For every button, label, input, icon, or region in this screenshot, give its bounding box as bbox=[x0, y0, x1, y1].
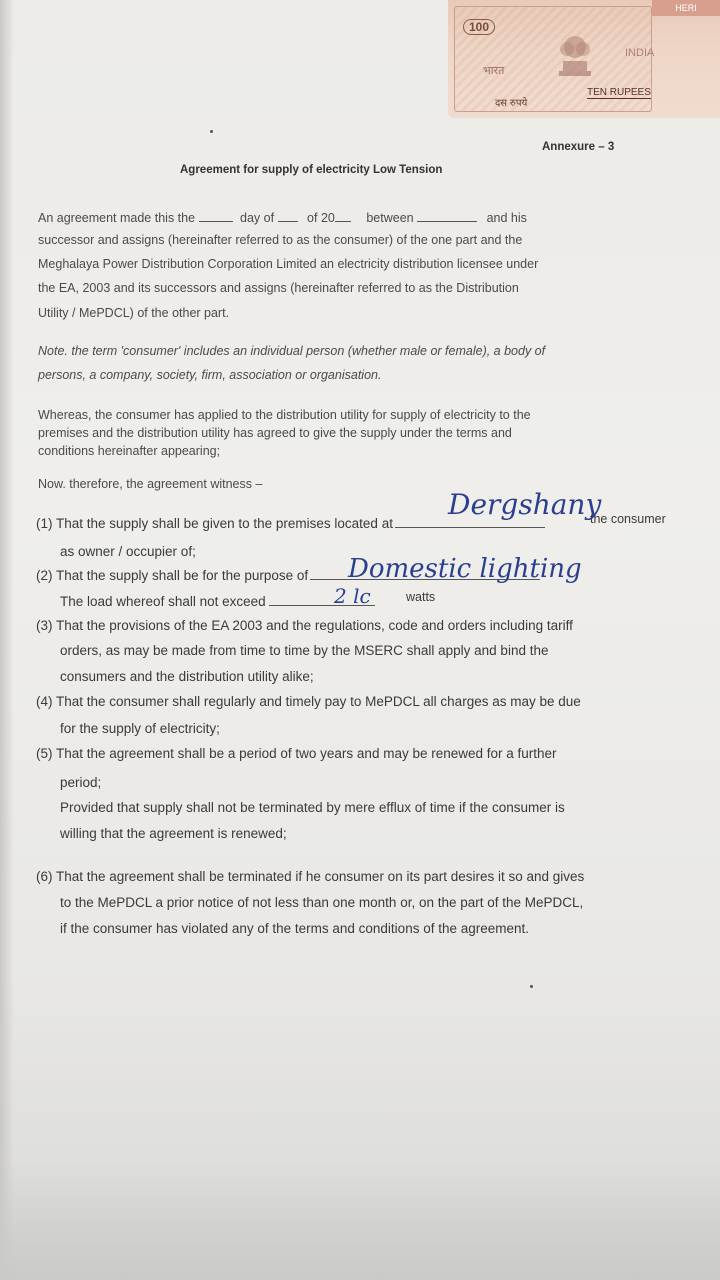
annexure-label: Annexure – 3 bbox=[542, 141, 615, 153]
clause-3-line-3: consumers and the distribution utility alike; bbox=[60, 669, 314, 684]
clause-1-line-2: as owner / occupier of; bbox=[60, 544, 196, 559]
clause-text: The load whereof shall not exceed bbox=[60, 594, 266, 609]
note-line-2: persons, a company, society, firm, association or organisation. bbox=[38, 368, 382, 382]
stamp-corner-label: HERI bbox=[652, 0, 720, 16]
clause-6-line-3: if the consumer has violated any of the terms and conditions of the agreement. bbox=[60, 921, 530, 936]
note-line-1: Note. the term 'consumer' includes an individual person (whether male or female), a body of bbox=[38, 344, 546, 358]
blank-field bbox=[335, 210, 351, 222]
stamp-india-text: INDIA bbox=[625, 47, 655, 59]
whereas-line-1: Whereas, the consumer has applied to the distribution utility for supply of electricity to the bbox=[38, 408, 531, 422]
clause-3-line-1: (3) That the provisions of the EA 2003 and the regulations, code and orders including tariff bbox=[36, 618, 573, 633]
clause-5-line-2: period; bbox=[60, 775, 102, 790]
clause-4-line-1: (4) That the consumer shall regularly and timely pay to MePDCL all charges as may be due bbox=[36, 694, 581, 709]
intro-line-3: Meghalaya Power Distribution Corporation Limited an electricity distribution licensee under bbox=[38, 257, 539, 271]
clause-text: (2) That the supply shall be for the purpose of bbox=[36, 568, 309, 583]
speck bbox=[210, 130, 213, 133]
page-bottom-shadow bbox=[0, 1160, 720, 1280]
speck bbox=[530, 985, 533, 988]
handwritten-location: Dergshany bbox=[448, 488, 602, 521]
clause-2-watts: watts bbox=[406, 590, 436, 604]
document-title: Agreement for supply of electricity Low Tension bbox=[180, 164, 443, 176]
clause-2-line-2 bbox=[60, 594, 375, 609]
whereas-line-2: premises and the distribution utility has agreed to give the supply under the terms and bbox=[38, 426, 512, 440]
revenue-stamp bbox=[448, 0, 720, 118]
intro-line-5: Utility / MePDCL) of the other part. bbox=[38, 306, 230, 320]
intro-line-1 bbox=[38, 210, 527, 226]
ashoka-emblem-icon bbox=[545, 21, 605, 91]
clause-1-consumer: the consumer bbox=[590, 512, 666, 526]
clause-3-line-2: orders, as may be made from time to time by the MSERC shall apply and bind the bbox=[60, 643, 549, 658]
page-shadow bbox=[0, 0, 14, 1280]
blank-field bbox=[199, 210, 233, 222]
clause-5-line-4: willing that the agreement is renewed; bbox=[60, 826, 287, 841]
clause-text: (1) That the supply shall be given to the premises located at bbox=[36, 516, 393, 531]
intro-text: of 20 bbox=[307, 211, 335, 225]
clause-4-line-2: for the supply of electricity; bbox=[60, 721, 220, 736]
handwritten-purpose: Domestic lighting bbox=[348, 554, 582, 584]
stamp-hindi-value: दस रुपये bbox=[495, 98, 528, 109]
stamp-denomination: 100 bbox=[463, 19, 495, 35]
witness-line: Now. therefore, the agreement witness – bbox=[38, 477, 263, 491]
stamp-frame bbox=[454, 6, 655, 112]
blank-field bbox=[278, 210, 298, 222]
stamp-bharat-text: भारत bbox=[483, 65, 505, 77]
clause-6-line-2: to the MePDCL a prior notice of not less than one month or, on the part of the MePDCL, bbox=[60, 895, 584, 910]
clause-5-line-1: (5) That the agreement shall be a period of two years and may be renewed for a further bbox=[36, 746, 557, 761]
intro-text: between bbox=[366, 211, 414, 225]
handwritten-load: 2 lc bbox=[334, 584, 371, 608]
clause-6-line-1: (6) That the agreement shall be terminated if he consumer on its part desires it so and gives bbox=[36, 869, 585, 884]
blank-field bbox=[417, 210, 477, 222]
intro-line-2: successor and assigns (hereinafter referred to as the consumer) of the one part and the bbox=[38, 233, 523, 247]
clause-5-line-3: Provided that supply shall not be terminated by mere efflux of time if the consumer is bbox=[60, 800, 565, 815]
intro-text: and his bbox=[486, 211, 527, 225]
stamp-english-value: TEN RUPEES bbox=[587, 87, 651, 98]
intro-text: day of bbox=[240, 211, 275, 225]
intro-text: An agreement made this the bbox=[38, 211, 196, 225]
whereas-line-3: conditions hereinafter appearing; bbox=[38, 444, 221, 458]
intro-line-4: the EA, 2003 and its successors and assigns (hereinafter referred to as the Distribution bbox=[38, 281, 519, 295]
